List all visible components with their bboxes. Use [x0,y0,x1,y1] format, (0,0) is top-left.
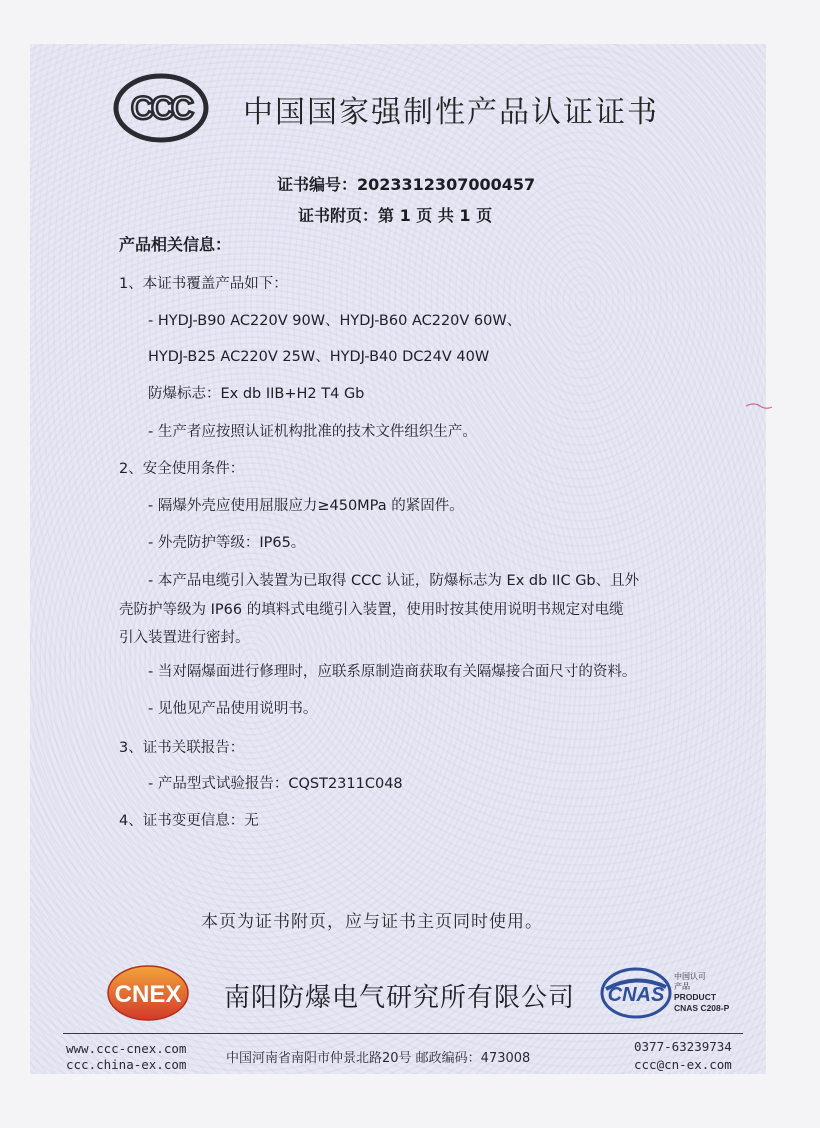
ccc-logo-text: CCC [130,90,192,126]
production-note: - 生产者应按照认证机构批准的技术文件组织生产。 [148,424,477,440]
condition-manual: - 见他见产品使用说明书。 [148,701,318,717]
section-title-product-info: 产品相关信息： [119,235,232,254]
website-link-2[interactable]: ccc.china-ex.com [66,1057,187,1072]
footer-phone: 0377-63239734 [634,1039,732,1054]
cnas-accreditation-mark [600,965,740,1021]
cnex-logo [106,964,190,1022]
condition-cable-entry-1: - 本产品电缆引入装置为已取得 CCC 认证，防爆标志为 Ex db IIC Gb、且外 [148,573,640,589]
ccc-logo [113,73,209,143]
condition-fasteners: - 隔爆外壳应使用屈服应力≥450MPa 的紧固件。 [148,498,464,514]
cnas-code: CNAS C208-P [674,1003,730,1013]
footer-address: 中国河南省南阳市仲景北路20号 邮政编码：473008 [226,1051,531,1066]
condition-ip-rating: - 外壳防护等级：IP65。 [148,535,306,551]
condition-cable-entry-2: 壳防护等级为 IP66 的填料式电缆引入装置，使用时按其使用说明书规定对电缆 [119,602,624,618]
cnex-logo-text: CNEX [114,981,182,1008]
condition-repair: - 当对隔爆面进行修理时，应联系原制造商获取有关隔爆接合面尺寸的资料。 [148,664,637,680]
attachment-page-note: 本页为证书附页，应与证书主页同时使用。 [201,912,543,932]
pen-mark-decoration [744,398,774,412]
footer-divider [63,1033,743,1034]
cnas-cn-line1: 中国认可 [674,972,706,981]
issuer-company-name: 南阳防爆电气研究所有限公司 [224,983,576,1013]
product-line-1: - HYDJ-B90 AC220V 90W、HYDJ-B60 AC220V 60W、 [148,313,522,329]
certificate-number: 证书编号：2023312307000457 [277,175,536,194]
website-link-1[interactable]: www.ccc-cnex.com [66,1041,187,1056]
condition-cable-entry-3: 引入装置进行密封。 [119,630,250,646]
explosion-marking: 防爆标志：Ex db IIB+H2 T4 Gb [148,386,365,402]
item-2-heading: 2、安全使用条件： [119,461,245,477]
cnas-cn-line2: 产品 [674,982,690,991]
item-1-heading: 1、本证书覆盖产品如下： [119,276,288,292]
cnas-en-line: PRODUCT [674,992,717,1002]
certificate-title: 中国国家强制性产品认证证书 [243,95,659,130]
cnas-logo-text: CNAS [607,984,665,1006]
item-3-heading: 3、证书关联报告： [119,740,245,756]
item-4-change-info: 4、证书变更信息：无 [119,813,259,829]
test-report: - 产品型式试验报告：CQST2311C048 [148,776,403,792]
footer-email[interactable]: ccc@cn-ex.com [634,1057,732,1072]
product-line-2: HYDJ-B25 AC220V 25W、HYDJ-B40 DC24V 40W [148,349,490,365]
certificate-page-indicator: 证书附页：第 1 页 共 1 页 [298,206,493,225]
